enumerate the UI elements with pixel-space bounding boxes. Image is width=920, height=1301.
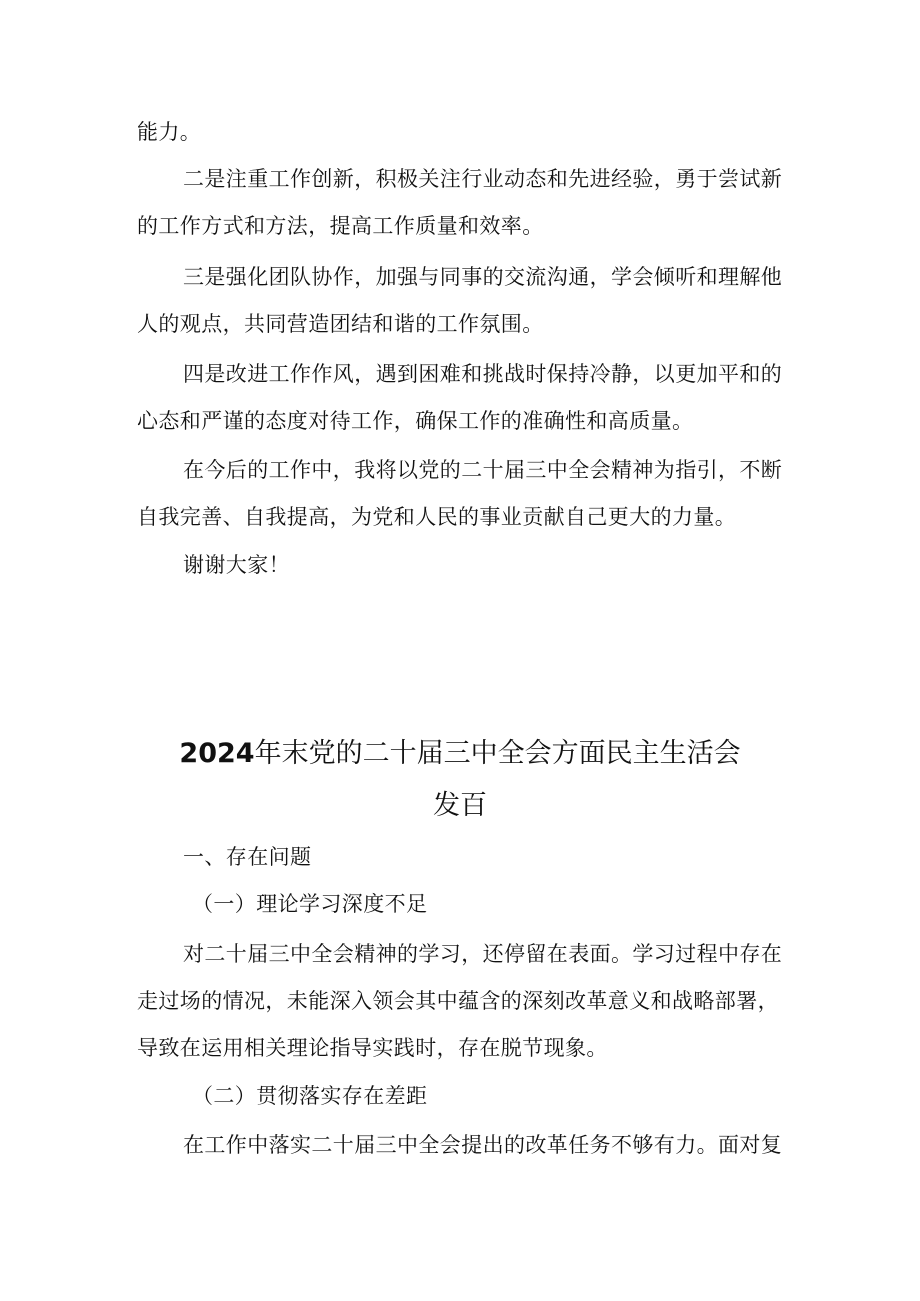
paragraph-line: 三是强化团队协作，加强与同事的交流沟通，学会倾听和理解他 (183, 265, 783, 289)
paragraph-line: 人的观点，共同营造团结和谐的工作氛围。 (137, 312, 544, 336)
paragraph-line: 走过场的情况，未能深入领会其中蕴含的深刻改革意义和战略部署， (137, 989, 779, 1013)
subsection-heading: （二）贯彻落实存在差距 (192, 1084, 428, 1108)
title-year: 2024 (179, 738, 255, 769)
document-title (0, 736, 920, 772)
title-text: 年末党的二十届三中全会方面民主生活会 (254, 738, 741, 769)
section-heading: 一、存在问题 (183, 845, 312, 869)
paragraph-line: 在今后的工作中，我将以党的二十届三中全会精神为指引，不断 (183, 458, 783, 482)
document-title-line2: 发百 (433, 790, 487, 821)
paragraph-line: 心态和严谨的态度对待工作，确保工作的准确性和高质量。 (137, 409, 694, 433)
paragraph-line: 二是注重工作创新，积极关注行业动态和先进经验，勇于尝试新 (183, 167, 783, 191)
subsection-heading: （一）理论学习深度不足 (192, 892, 428, 916)
paragraph-line: 四是改进工作作风，遇到困难和挑战时保持冷静，以更加平和的 (183, 362, 783, 386)
paragraph-line: 导致在运用相关理论指导实践时，存在脱节现象。 (137, 1036, 608, 1060)
paragraph-line: 对二十届三中全会精神的学习，还停留在表面。学习过程中存在 (183, 942, 783, 966)
paragraph-line: 能力。 (137, 120, 202, 144)
paragraph-line: 在工作中落实二十届三中全会提出的改革任务不够有力。面对复 (183, 1133, 783, 1157)
paragraph-line: 自我完善、自我提高，为党和人民的事业贡献自己更大的力量。 (137, 505, 737, 529)
closing-line: 谢谢大家！ (183, 553, 290, 577)
paragraph-line: 的工作方式和方法，提高工作质量和效率。 (137, 214, 544, 238)
